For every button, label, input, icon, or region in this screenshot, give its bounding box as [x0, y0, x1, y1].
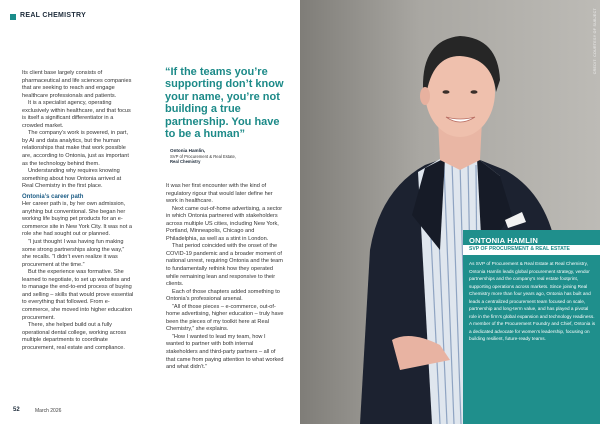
paragraph: But the experience was formative. She learned to negotiate, to set up websites and to manage the end-to-end process of buying and selling – skills that would prove essential to everything that followed. From e-commerce, she moved into higher education procurement. — [22, 269, 134, 321]
bio-box — [463, 230, 600, 424]
pull-quote-role-line: SVP of Procurement & Real Estate, — [170, 154, 237, 159]
paragraph: Next came out-of-home advertising, a sector in which Ontonia partnered with stakeholders across multiple US cities, including New York, Portland, Minneapolis, Chicago and Philadelphia, as well as a stint in London. — [166, 205, 283, 242]
pull-quote-attribution-role — [170, 154, 280, 165]
bio-text: As SVP of Procurement & Real Estate at Real Chemistry, Ontonia Hamlin leads global procurement strategy, vendor partnerships and the company’s real estate footprint, supporting operations across markets. Since joining Real Chemistry more than four years ago, Ontonia has built and leads a centralized procurement team focused on scale, partnership and long-term value, and has played a pivotal role in the firm’s global expansion and technology readiness. A member of the Procurement Foundry and Chief, Ontonia is a dedicated advocate for women’s leadership, focusing on building resilient, future-ready teams. — [469, 261, 596, 341]
paragraph: There, she helped build out a fully operational dental college, working across multiple departments to coordinate procurement, real estate and compliance. — [22, 322, 127, 351]
page-number: 52 — [13, 407, 20, 413]
article-column-2 — [166, 183, 284, 372]
right-page — [300, 0, 600, 424]
paragraph: Her career path is, by her own admission, anything but conventional. She began her working life buying pet products for an e-commerce site in New York City. It was not a role she had sought out or planned. — [22, 201, 132, 238]
paragraph: “How I wanted to lead my team, how I wanted to partner with both internal stakeholders and third-party partners – all of that came from paying attention to what worked and what didn’t.” — [166, 333, 284, 371]
pull-quote: “If the teams you’re supporting don’t know your name, you’re not building a true partnership. You have to be a human” — [165, 66, 284, 141]
paragraph: Each of those chapters added something to Ontonia’s professional arsenal. — [166, 288, 280, 303]
section-header: REAL CHEMISTRY — [20, 12, 87, 19]
paragraph: Understanding why requires knowing something about how Ontonia arrived at Real Chemistry in the first place. — [22, 168, 122, 190]
paragraph: It is a specialist agency, operating exclusively within healthcare, and that focus is itself a significant differentiator in a crowded market. — [22, 100, 131, 129]
paragraph: Its client base largely consists of pharmaceutical and life sciences companies that are seeking to reach and engage healthcare professionals and patients. — [22, 70, 132, 99]
paragraph: The company’s work is powered, in part, by AI and data analytics, but the human relationships that make that work possible are, according to Ontonia, just as important as the technology behind them. — [22, 130, 129, 167]
paragraph: That period coincided with the onset of the COVID-19 pandemic and a broader moment of national unrest, requiring Ontonia and the team to fundamentally rethink how they operated while remaining lean and responsive to their clients. — [166, 243, 283, 288]
article-subhead: Ontonia’s career path — [22, 193, 84, 200]
paragraph: “All of those pieces – e-commerce, out-of-home advertising, higher education – truly have been the pieces of my toolkit here at Real Chemistry,” she explains. — [166, 303, 284, 333]
bio-name: ONTONIA HAMLIN — [469, 236, 539, 245]
issue-date: March 2026 — [35, 408, 62, 414]
photo-credit: CREDIT: COURTESY OF SUBJECT — [593, 8, 597, 75]
paragraph: “I just thought I was having fun making some strong partnerships along the way,” she recalls. “I didn’t even realize it was procurement at the time.” — [22, 239, 125, 268]
bio-role: SVP OF PROCUREMENT & REAL ESTATE — [469, 246, 570, 252]
pull-quote-attribution-name: Ontonia Hamlin, — [170, 148, 206, 153]
pull-quote-company: Real Chemistry — [170, 159, 201, 165]
article-column-1 — [22, 70, 134, 352]
paragraph: It was her first encounter with the kind of regulatory rigour that would later define her work in healthcare. — [166, 183, 273, 205]
header-marker — [10, 14, 16, 20]
